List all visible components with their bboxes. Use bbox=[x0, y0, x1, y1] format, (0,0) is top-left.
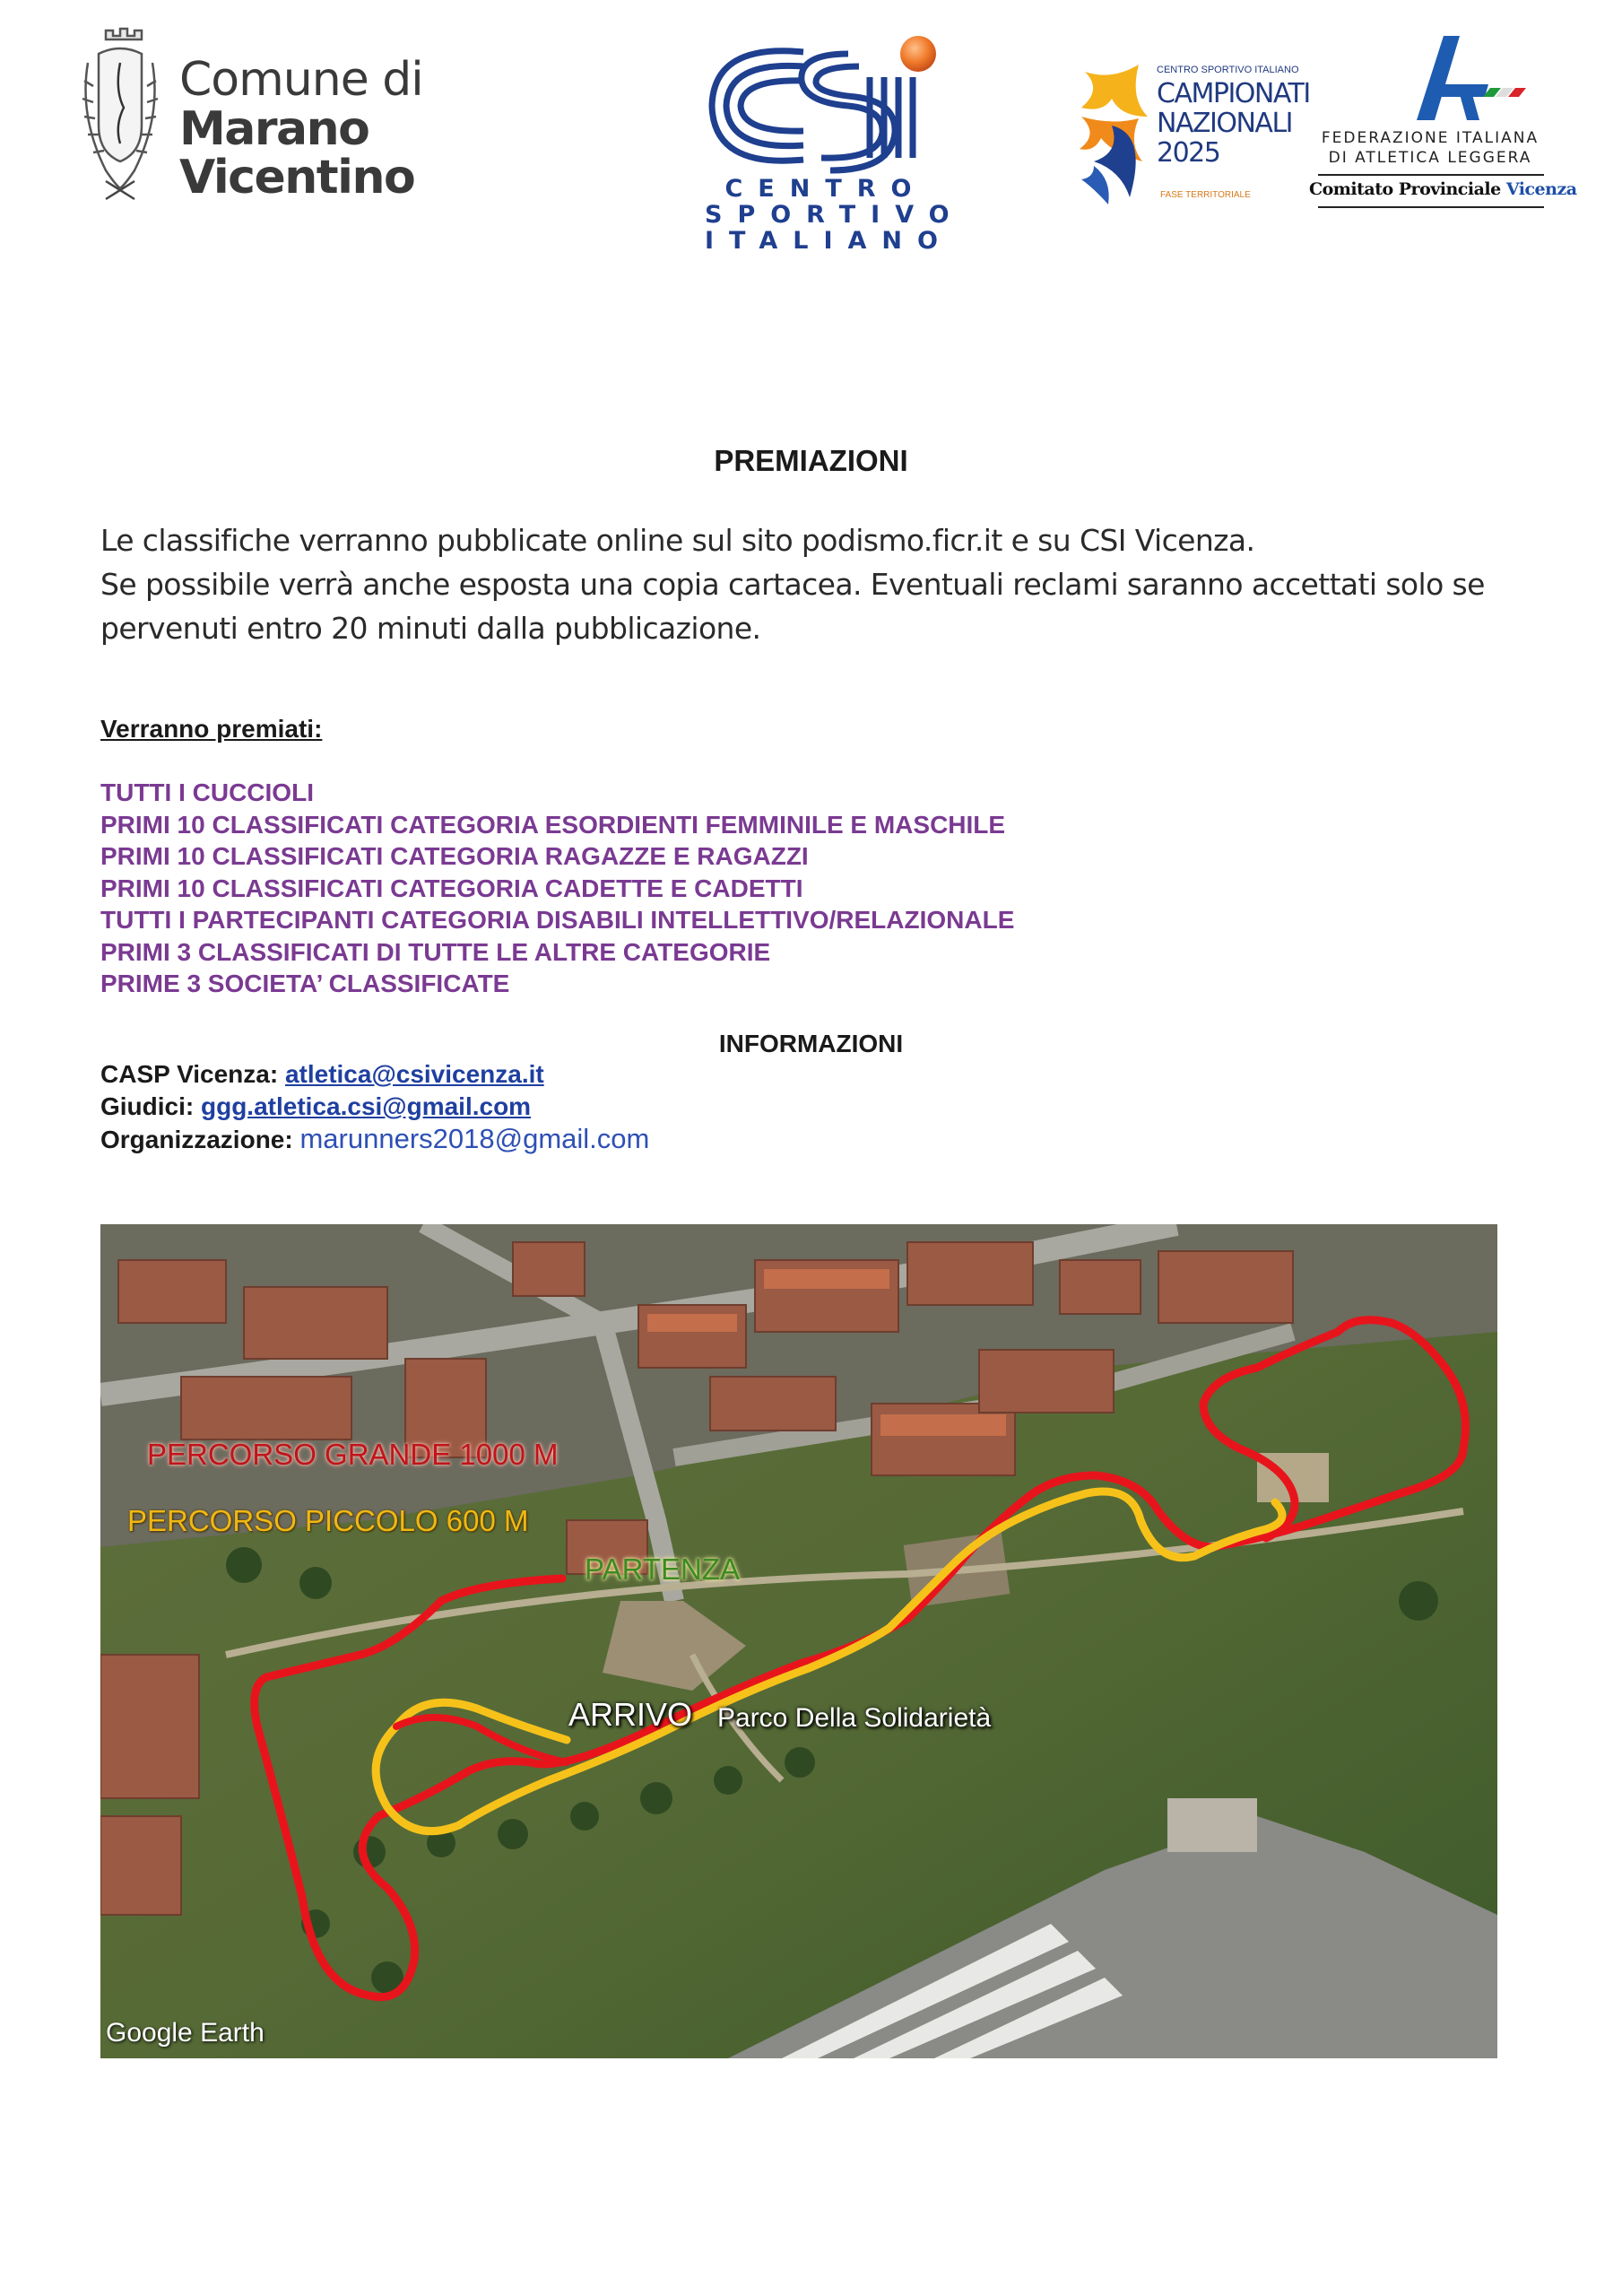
map-label-arrivo: ARRIVO bbox=[568, 1696, 693, 1733]
intro-line-1: Le classifiche verranno pubblicate online sul sito podismo.ficr.it e su CSI Vicenza. bbox=[100, 523, 1255, 558]
contact-casp bbox=[100, 1058, 649, 1091]
campionati-line2: NAZIONALI bbox=[1157, 108, 1293, 139]
intro-line-3: pervenuti entro 20 minuti dalla pubblicazione. bbox=[100, 611, 761, 646]
award-item: PRIMI 10 CLASSIFICATI CATEGORIA RAGAZZE E RAGAZZI bbox=[100, 842, 809, 870]
coat-of-arms-icon bbox=[79, 27, 161, 204]
csi-word-sportivo: SPORTIVO bbox=[705, 201, 965, 229]
page-title: PREMIAZIONI bbox=[714, 444, 908, 477]
course-map bbox=[100, 1224, 1497, 2058]
awards-heading: Verranno premiati: bbox=[100, 715, 323, 743]
email-link-giudici[interactable]: ggg.atletica.csi@gmail.com bbox=[201, 1092, 532, 1120]
flame-torch-icon bbox=[1076, 63, 1157, 206]
intro-line-2: Se possibile verrà anche esposta una copia cartacea. Eventuali reclami saranno accettati solo se bbox=[100, 567, 1485, 602]
info-title: INFORMAZIONI bbox=[718, 1030, 904, 1057]
fidal-divider bbox=[1318, 174, 1544, 176]
csi-logo bbox=[705, 34, 965, 255]
comune-name-line1: Comune di bbox=[179, 53, 423, 107]
fidal-divider-bottom bbox=[1318, 206, 1544, 208]
email-link-organizzazione[interactable]: marunners2018@gmail.com bbox=[299, 1123, 650, 1154]
award-item: TUTTI I PARTECIPANTI CATEGORIA DISABILI INTELLETTIVO/RELAZIONALE bbox=[100, 906, 1015, 934]
award-item: PRIMI 10 CLASSIFICATI CATEGORIA CADETTE E CADETTI bbox=[100, 874, 803, 902]
contact-label: CASP Vicenza: bbox=[100, 1060, 285, 1088]
campionati-subtitle: CENTRO SPORTIVO ITALIANO bbox=[1157, 65, 1299, 75]
map-label-partenza: PARTENZA bbox=[585, 1552, 740, 1586]
map-label-grande: PERCORSO GRANDE 1000 M bbox=[147, 1438, 559, 1471]
fidal-line3 bbox=[1309, 179, 1577, 199]
csi-word-italiano: ITALIANO bbox=[705, 227, 953, 255]
fidal-comitato-text: Comitato Provinciale bbox=[1309, 179, 1506, 199]
campionati-nazionali-logo bbox=[1076, 63, 1310, 215]
intro-paragraph bbox=[100, 518, 1499, 650]
fidal-vicenza-text: Vicenza bbox=[1505, 179, 1577, 199]
map-label-parco: Parco Della Solidarietà bbox=[717, 1703, 992, 1733]
google-earth-watermark: Google Earth bbox=[106, 2018, 265, 2048]
comune-logo bbox=[79, 27, 527, 206]
contacts-block bbox=[100, 1058, 649, 1156]
campionati-year: 2025 bbox=[1157, 137, 1220, 169]
award-item: PRIMI 10 CLASSIFICATI CATEGORIA ESORDIENTI FEMMINILE E MASCHILE bbox=[100, 810, 1006, 839]
contact-giudici bbox=[100, 1091, 649, 1123]
award-item: PRIMI 3 CLASSIFICATI DI TUTTE LE ALTRE CATEGORIE bbox=[100, 937, 771, 966]
fidal-line2: DI ATLETICA LEGGERA bbox=[1328, 149, 1532, 167]
csi-word-centro: CENTRO bbox=[724, 175, 927, 203]
awards-list bbox=[100, 777, 1014, 1000]
map-label-piccolo: PERCORSO PICCOLO 600 M bbox=[127, 1504, 529, 1537]
fidal-emblem-icon bbox=[1309, 34, 1551, 127]
award-item: TUTTI I CUCCIOLI bbox=[100, 778, 314, 806]
campionati-fase: FASE TERRITORIALE bbox=[1160, 190, 1251, 200]
contact-label: Organizzazione: bbox=[100, 1126, 300, 1153]
fidal-logo bbox=[1309, 34, 1577, 231]
contact-organizzazione bbox=[100, 1123, 649, 1156]
fidal-line1: FEDERAZIONE ITALIANA bbox=[1321, 129, 1540, 147]
contact-label: Giudici: bbox=[100, 1092, 201, 1120]
csi-emblem-icon bbox=[705, 34, 956, 178]
award-item: PRIME 3 SOCIETA’ CLASSIFICATE bbox=[100, 970, 510, 997]
email-link-casp[interactable]: atletica@csivicenza.it bbox=[284, 1060, 544, 1088]
comune-name-line2: Marano Vicentino bbox=[179, 101, 415, 205]
campionati-line1: CAMPIONATI bbox=[1157, 78, 1310, 109]
aerial-map-image bbox=[100, 1224, 1497, 2058]
